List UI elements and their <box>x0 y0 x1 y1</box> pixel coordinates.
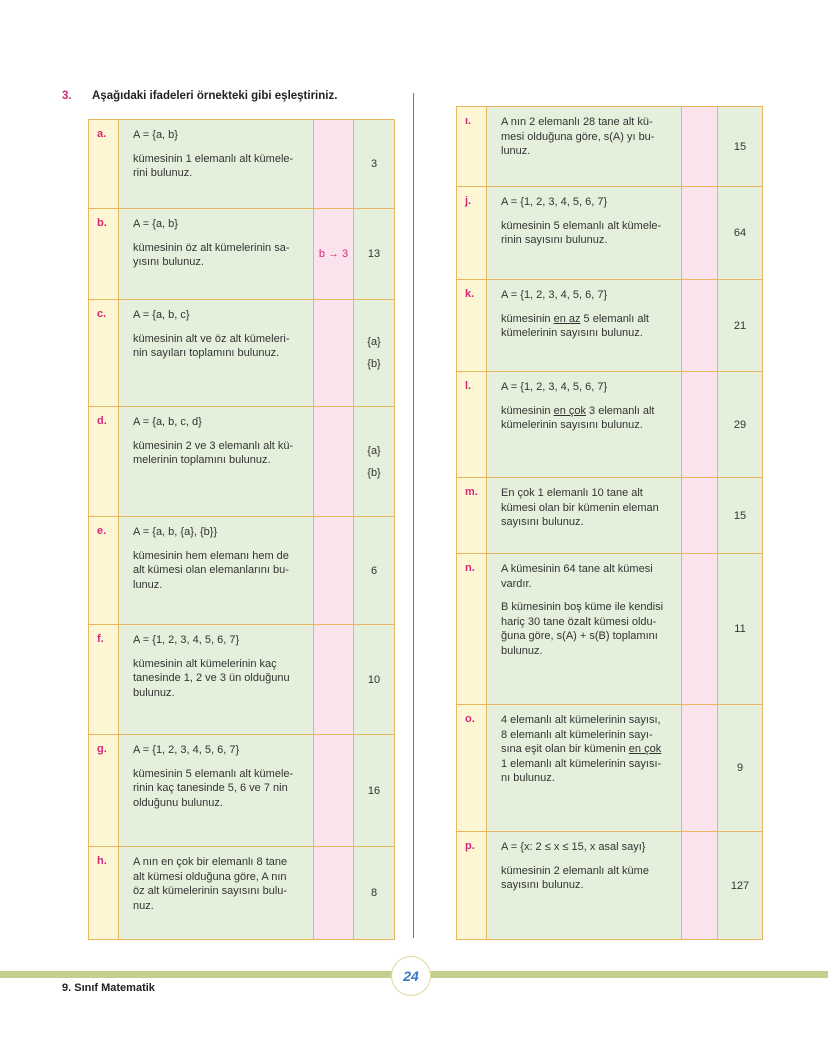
text-line <box>501 728 667 743</box>
text-segment: En çok 1 elemanlı 10 tane alt <box>501 487 643 499</box>
text-segment: A = {1, 2, 3, 4, 5, 6, 7} <box>501 381 608 393</box>
question-text-cell <box>487 107 682 186</box>
text-line <box>501 840 667 855</box>
table-row <box>457 477 762 553</box>
text-line <box>501 562 667 577</box>
text-line <box>133 578 299 593</box>
text-line <box>501 615 667 630</box>
answer-cell <box>718 832 762 939</box>
question-paragraph <box>501 840 667 855</box>
answer-value: 15 <box>733 509 747 522</box>
text-segment: 8 elemanlı alt kümelerinin sayı- <box>501 728 653 741</box>
question-text-cell <box>487 705 682 831</box>
text-line <box>501 644 667 659</box>
text-segment: kümesinin alt ve öz alt kümeleri- <box>133 332 290 345</box>
question-text-cell <box>487 187 682 279</box>
text-segment: kümelerinin sayısını bulunuz. <box>501 419 643 431</box>
text-line <box>501 404 667 419</box>
text-line <box>501 130 667 145</box>
text-line <box>501 864 667 879</box>
item-letter: p. <box>465 840 475 852</box>
question-paragraph <box>133 128 299 143</box>
text-segment: kümesinin öz alt kümelerinin sa- <box>133 241 290 254</box>
question-paragraph <box>501 312 667 341</box>
letter-cell <box>89 209 119 299</box>
question-text-cell <box>119 209 314 299</box>
answer-value: 3 <box>370 158 378 170</box>
item-letter: o. <box>465 713 475 725</box>
match-cell[interactable] <box>682 187 718 279</box>
text-line <box>501 195 667 210</box>
text-line <box>501 486 667 501</box>
answer-value: 10 <box>367 673 381 686</box>
text-line <box>133 308 299 323</box>
question-instruction: Aşağıdaki ifadeleri örnekteki gibi eşleştiriniz. <box>92 90 338 102</box>
text-line <box>133 686 299 701</box>
answer-value: 11 <box>734 623 746 635</box>
answer-value: 13 <box>367 248 381 260</box>
text-segment: rinin sayısını bulunuz. <box>501 234 608 246</box>
text-line <box>133 439 299 454</box>
question-paragraph <box>133 525 299 540</box>
table-row <box>89 734 394 846</box>
question-paragraph <box>501 380 667 395</box>
text-segment: 4 elemanlı alt kümelerinin sayısı, <box>501 714 661 726</box>
text-segment: nı bulunuz. <box>501 772 555 784</box>
text-line <box>501 600 667 615</box>
question-text-cell <box>487 478 682 553</box>
answer-cell <box>354 625 394 734</box>
question-heading <box>62 90 337 102</box>
item-letter: j. <box>465 195 472 207</box>
text-segment: lunuz. <box>501 145 531 157</box>
answer-value: {a} <box>367 336 381 348</box>
match-cell[interactable] <box>682 478 718 553</box>
text-segment: ğuna göre, s(A) + s(B) toplamını <box>501 630 658 642</box>
text-segment: melerinin toplamını bulunuz. <box>133 454 271 466</box>
match-cell[interactable] <box>682 107 718 186</box>
letter-cell <box>89 300 119 406</box>
text-segment: kümesi olan bir kümenin eleman <box>501 501 659 514</box>
letter-cell <box>457 832 487 939</box>
match-cell[interactable] <box>682 705 718 831</box>
answer-value: 29 <box>733 418 747 431</box>
letter-cell <box>89 735 119 846</box>
table-row <box>89 299 394 406</box>
text-line <box>501 312 667 327</box>
answer-cell <box>354 209 394 299</box>
page-number: 24 <box>403 968 419 984</box>
question-text-cell <box>119 407 314 516</box>
letter-cell <box>89 847 119 939</box>
question-paragraph <box>133 415 299 430</box>
text-line <box>133 563 299 578</box>
text-line <box>501 515 667 530</box>
item-letter: k. <box>465 288 475 300</box>
item-letter: n. <box>465 562 475 574</box>
answer-value: 6 <box>370 564 378 577</box>
letter-cell <box>457 187 487 279</box>
match-cell[interactable] <box>314 625 354 734</box>
answer-cell <box>354 300 394 406</box>
text-segment: A = {a, b} <box>133 129 178 141</box>
text-segment: sına eşit olan bir kümenin <box>501 743 629 755</box>
text-line <box>501 288 667 303</box>
answer-value: 15 <box>733 140 747 153</box>
question-paragraph <box>133 743 299 758</box>
answer-cell <box>718 478 762 553</box>
text-segment: tanesinde 1, 2 ve 3 ün olduğunu <box>133 672 290 684</box>
text-line <box>501 629 667 644</box>
text-segment: hariç 30 tane özalt kümesi oldu- <box>501 615 657 628</box>
item-letter: ı. <box>465 115 472 127</box>
text-segment: kümesinin <box>501 404 554 417</box>
text-segment: A nın en çok bir elemanlı 8 tane <box>133 856 288 868</box>
table-row <box>89 120 394 208</box>
table-row <box>457 831 762 939</box>
text-line <box>133 549 299 564</box>
text-line <box>133 743 299 758</box>
text-segment: A = {1, 2, 3, 4, 5, 6, 7} <box>133 744 240 756</box>
item-letter: a. <box>97 128 107 140</box>
text-segment: kümesinin <box>501 312 554 325</box>
text-segment: sayısını bulunuz. <box>501 516 584 528</box>
text-segment: lunuz. <box>133 578 163 591</box>
match-cell[interactable] <box>314 407 354 516</box>
question-paragraph <box>133 217 299 232</box>
text-segment: A = {x: 2 ≤ x ≤ 15, x asal sayı} <box>501 841 646 853</box>
text-segment: yısını bulunuz. <box>133 256 204 268</box>
question-paragraph <box>501 713 667 786</box>
question-paragraph <box>133 241 299 270</box>
text-segment: alt kümesi olduğuna göre, A nın <box>133 870 287 883</box>
example-match: b → 3 <box>318 248 349 260</box>
letter-cell <box>89 517 119 624</box>
table-row <box>89 406 394 516</box>
text-line <box>133 796 299 811</box>
text-segment: mesi olduğuna göre, s(A) yı bu- <box>501 130 655 143</box>
text-segment: rinin kaç tanesinde 5, 6 ve 7 nin <box>133 782 288 794</box>
answer-cell <box>354 517 394 624</box>
text-segment: kümelerinin sayısını bulunuz. <box>501 327 643 339</box>
text-line <box>501 418 667 433</box>
text-segment: rini bulunuz. <box>133 167 193 179</box>
question-text-cell <box>487 372 682 477</box>
text-line <box>501 144 667 159</box>
right-matching-table <box>456 106 763 940</box>
text-segment: A = {1, 2, 3, 4, 5, 6, 7} <box>501 196 608 208</box>
text-line <box>133 255 299 270</box>
table-row <box>457 107 762 186</box>
letter-cell <box>89 120 119 208</box>
text-segment: kümesinin 2 elemanlı alt küme <box>501 864 649 877</box>
match-cell[interactable] <box>314 300 354 406</box>
text-line <box>501 233 667 248</box>
question-paragraph <box>133 549 299 593</box>
table-row <box>457 553 762 704</box>
answer-value: 64 <box>733 227 747 239</box>
match-cell[interactable] <box>682 372 718 477</box>
letter-cell <box>457 372 487 477</box>
text-line <box>501 878 667 893</box>
question-paragraph <box>501 219 667 248</box>
letter-cell <box>457 554 487 704</box>
text-line <box>133 525 299 540</box>
text-line <box>133 657 299 672</box>
text-segment: olduğunu bulunuz. <box>133 796 223 809</box>
table-row <box>89 624 394 734</box>
text-segment: 5 elemanlı alt <box>580 312 649 325</box>
answer-value: 127 <box>730 879 750 892</box>
letter-cell <box>457 705 487 831</box>
question-text-cell <box>487 554 682 704</box>
text-line <box>501 713 667 728</box>
answer-cell <box>354 120 394 208</box>
text-segment: 1 elemanlı alt kümelerinin sayısı- <box>501 757 662 770</box>
question-text-cell <box>119 735 314 846</box>
text-line <box>133 453 299 468</box>
question-paragraph <box>501 562 667 591</box>
match-cell[interactable] <box>682 554 718 704</box>
question-paragraph <box>501 864 667 893</box>
question-text-cell <box>119 120 314 208</box>
match-cell[interactable] <box>314 209 354 299</box>
question-paragraph <box>133 657 299 701</box>
answer-cell <box>718 372 762 477</box>
text-segment: vardır. <box>501 577 532 590</box>
table-row <box>457 279 762 371</box>
answer-cell <box>354 847 394 939</box>
letter-cell <box>457 280 487 371</box>
text-line <box>133 332 299 347</box>
text-segment: A kümesinin 64 tane alt kümesi <box>501 563 653 575</box>
answer-cell <box>718 107 762 186</box>
item-letter: l. <box>465 380 472 392</box>
question-text-cell <box>119 300 314 406</box>
question-text-cell <box>487 832 682 939</box>
question-paragraph <box>133 767 299 811</box>
underlined-text: en az <box>553 312 581 325</box>
table-row <box>89 208 394 299</box>
text-line <box>133 128 299 143</box>
text-segment: alt kümesi olan elemanlarını bu- <box>133 564 289 576</box>
letter-cell <box>457 107 487 186</box>
text-line <box>133 415 299 430</box>
table-row <box>89 846 394 939</box>
answer-cell <box>718 554 762 704</box>
question-paragraph <box>501 288 667 303</box>
text-segment: A = {a, b, {a}, {b}} <box>133 526 218 538</box>
answer-cell <box>718 705 762 831</box>
question-paragraph <box>501 486 667 530</box>
question-paragraph <box>501 600 667 658</box>
text-line <box>133 671 299 686</box>
text-segment: kümesinin 2 ve 3 elemanlı alt kü- <box>133 439 294 452</box>
text-segment: bulunuz. <box>133 686 175 699</box>
table-row <box>89 516 394 624</box>
match-cell[interactable] <box>682 280 718 371</box>
text-line <box>133 346 299 361</box>
letter-cell <box>89 625 119 734</box>
text-segment: B kümesinin boş küme ile kendisi <box>501 601 664 613</box>
text-line <box>133 633 299 648</box>
question-paragraph <box>501 195 667 210</box>
text-segment: A = {a, b, c} <box>133 309 190 321</box>
answer-value: 8 <box>370 887 378 899</box>
answer-cell <box>354 735 394 846</box>
text-line <box>501 501 667 516</box>
answer-cell <box>354 407 394 516</box>
answer-cell <box>718 280 762 371</box>
question-paragraph <box>501 115 667 159</box>
question-text-cell <box>119 847 314 939</box>
text-segment: kümesinin 5 elemanlı alt kümele- <box>133 767 294 780</box>
item-letter: d. <box>97 415 107 427</box>
question-paragraph <box>133 633 299 648</box>
table-row <box>457 371 762 477</box>
match-cell[interactable] <box>682 832 718 939</box>
table-row <box>457 704 762 831</box>
question-paragraph <box>133 308 299 323</box>
text-line <box>133 781 299 796</box>
text-line <box>501 115 667 130</box>
text-line <box>501 577 667 592</box>
text-segment: A = {a, b} <box>133 218 178 230</box>
text-line <box>501 757 667 772</box>
match-cell[interactable] <box>314 735 354 846</box>
page-number-badge <box>391 956 431 996</box>
text-segment: A = {a, b, c, d} <box>133 416 202 428</box>
item-letter: e. <box>97 525 107 537</box>
text-segment: öz alt kümelerinin sayısını bulu- <box>133 885 288 897</box>
text-segment: kümesinin alt kümelerinin kaç <box>133 657 277 670</box>
letter-cell <box>457 478 487 553</box>
text-line <box>133 166 299 181</box>
text-line <box>133 870 299 885</box>
match-cell[interactable] <box>314 847 354 939</box>
match-cell[interactable] <box>314 517 354 624</box>
question-paragraph <box>133 332 299 361</box>
text-segment: kümesinin hem elemanı hem de <box>133 549 289 562</box>
text-segment: kümesinin 5 elemanlı alt kümele- <box>501 219 662 232</box>
question-number: 3. <box>62 90 72 102</box>
item-letter: h. <box>97 855 107 867</box>
text-segment: bulunuz. <box>501 644 543 657</box>
text-segment: A nın 2 elemanlı 28 tane alt kü- <box>501 116 653 128</box>
text-line <box>133 884 299 899</box>
answer-value: {a} <box>367 444 381 457</box>
text-segment: nin sayıları toplamını bulunuz. <box>133 347 280 359</box>
text-segment: 3 elemanlı alt <box>586 404 655 417</box>
question-paragraph <box>133 855 299 913</box>
text-line <box>133 241 299 256</box>
question-paragraph <box>133 152 299 181</box>
answer-value: {b} <box>367 466 381 479</box>
question-paragraph <box>501 404 667 433</box>
item-letter: b. <box>97 217 107 229</box>
letter-cell <box>89 407 119 516</box>
text-segment: kümesinin 1 elemanlı alt kümele- <box>133 152 294 165</box>
question-text-cell <box>487 280 682 371</box>
answer-value: 9 <box>736 762 744 774</box>
table-row <box>457 186 762 279</box>
answer-value: 16 <box>367 784 381 797</box>
question-paragraph <box>133 439 299 468</box>
underlined-text: en çok <box>628 743 662 755</box>
item-letter: g. <box>97 743 107 755</box>
answer-value: {b} <box>367 358 381 370</box>
item-letter: m. <box>465 486 478 498</box>
underlined-text: en çok <box>553 404 586 417</box>
text-line <box>501 742 667 757</box>
text-segment: sayısını bulunuz. <box>501 879 584 891</box>
text-line <box>501 380 667 395</box>
column-divider <box>413 93 414 938</box>
text-segment: A = {1, 2, 3, 4, 5, 6, 7} <box>133 634 240 646</box>
match-cell[interactable] <box>314 120 354 208</box>
item-letter: f. <box>97 633 104 645</box>
text-line <box>133 217 299 232</box>
text-line <box>501 326 667 341</box>
question-text-cell <box>119 517 314 624</box>
answer-value: 21 <box>733 319 747 332</box>
text-line <box>501 771 667 786</box>
question-text-cell <box>119 625 314 734</box>
text-segment: A = {1, 2, 3, 4, 5, 6, 7} <box>501 289 608 301</box>
item-letter: c. <box>97 308 107 320</box>
text-line <box>133 855 299 870</box>
left-matching-table <box>88 119 395 940</box>
text-line <box>133 767 299 782</box>
answer-cell <box>718 187 762 279</box>
text-line <box>501 219 667 234</box>
text-segment: nuz. <box>133 899 154 912</box>
text-line <box>133 152 299 167</box>
text-line <box>133 899 299 914</box>
book-title: 9. Sınıf Matematik <box>62 982 155 994</box>
